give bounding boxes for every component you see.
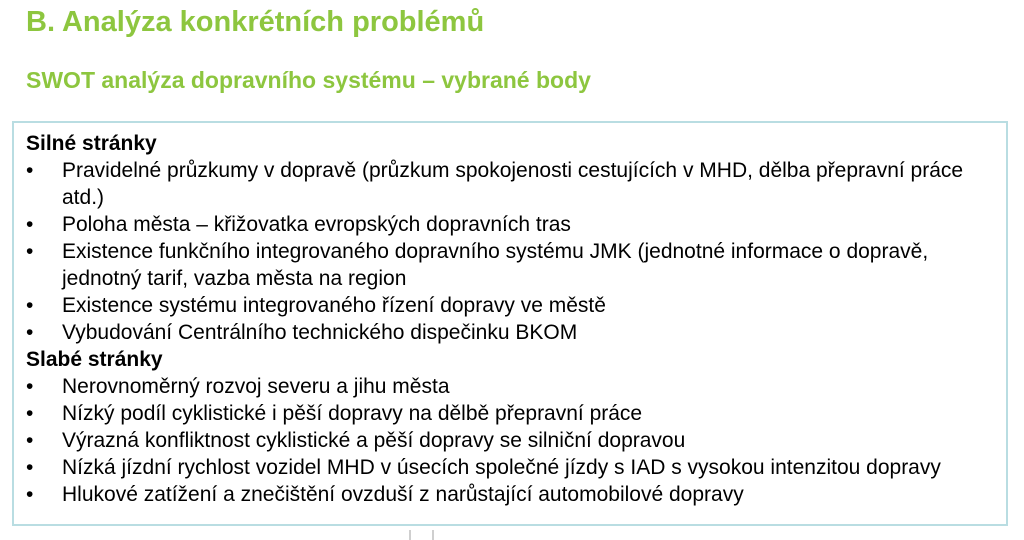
list-item-text: Nerovnoměrný rozvoj severu a jihu města xyxy=(62,375,450,398)
bullet: • xyxy=(26,294,34,317)
list-item xyxy=(26,454,1001,481)
list-item-text: Existence systému integrovaného řízení dopravy ve městě xyxy=(62,294,606,317)
list-item xyxy=(26,481,1001,508)
list-item xyxy=(26,373,1001,400)
bullet: • xyxy=(26,483,34,506)
bullet: • xyxy=(26,402,34,425)
page-title: B. Analýza konkrétních problémů xyxy=(26,6,485,38)
list-item xyxy=(26,211,1001,238)
list-item xyxy=(26,157,1001,211)
list-item-text: Pravidelné průzkumy v dopravě (průzkum spokojenosti cestujících v MHD, dělba přepravní práce atd.) xyxy=(62,159,964,209)
divider xyxy=(409,530,411,540)
list-item-text: Nízký podíl cyklistické i pěší dopravy na dělbě přepravní práce xyxy=(62,402,643,425)
bullet: • xyxy=(26,240,34,263)
list-item-text: Hlukové zatížení a znečištění ovzduší z narůstající automobilové dopravy xyxy=(62,483,744,506)
list-item xyxy=(26,238,1001,292)
page-subtitle: SWOT analýza dopravního systému – vybrané body xyxy=(26,67,591,93)
list-item-text: Poloha města – křižovatka evropských dopravních tras xyxy=(62,213,571,236)
list-item-text: Vybudování Centrálního technického dispečinku BKOM xyxy=(62,321,578,344)
weaknesses-heading: Slabé stránky xyxy=(26,348,163,371)
list-item xyxy=(26,319,1001,346)
bullet: • xyxy=(26,321,34,344)
list-item-text: Nízká jízdní rychlost vozidel MHD v úsecích společné jízdy s IAD s vysokou intenzitou dopravy xyxy=(62,456,941,479)
swot-content xyxy=(26,130,1001,508)
list-item-text: Existence funkčního integrovaného dopravního systému JMK (jednotné informace o dopravě, jednotný tarif, vazba města na region xyxy=(62,240,929,290)
bullet: • xyxy=(26,213,34,236)
list-item xyxy=(26,427,1001,454)
list-item-text: Výrazná konfliktnost cyklistické a pěší dopravy se silniční dopravou xyxy=(62,429,686,452)
bullet: • xyxy=(26,456,34,479)
bullet: • xyxy=(26,159,34,182)
bullet: • xyxy=(26,429,34,452)
list-item xyxy=(26,292,1001,319)
weaknesses-list xyxy=(26,373,1001,508)
list-item xyxy=(26,400,1001,427)
bullet: • xyxy=(26,375,34,398)
divider xyxy=(432,530,434,540)
strengths-list xyxy=(26,157,1001,346)
strengths-heading: Silné stránky xyxy=(26,132,157,155)
swot-box xyxy=(12,121,1008,526)
